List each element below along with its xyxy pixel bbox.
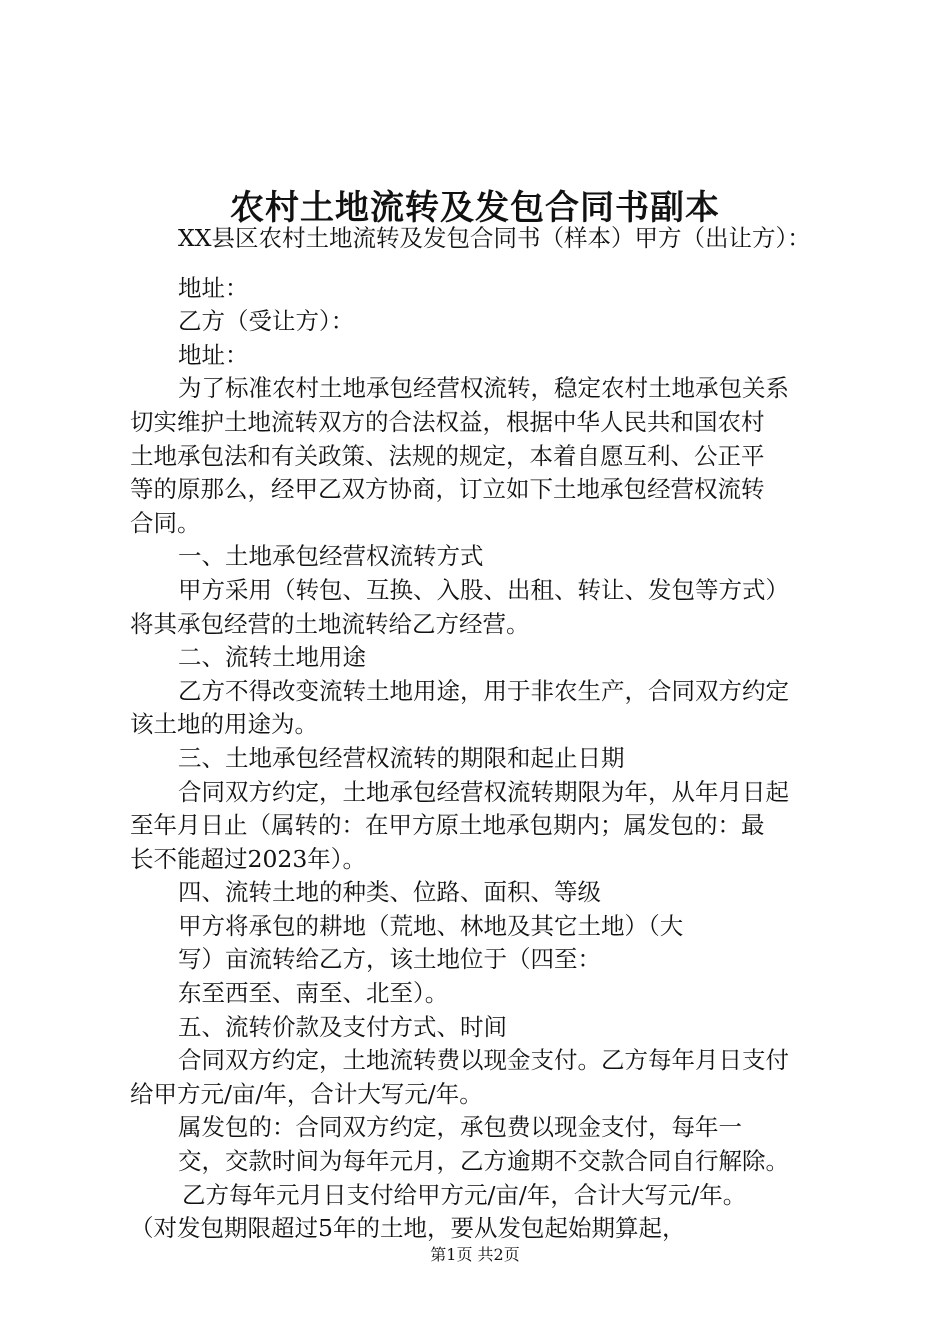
document-body <box>130 222 835 1246</box>
text-line: 将其承包经营的土地流转给乙方经营。 <box>130 609 530 638</box>
text-line: 东至西至、南至、北至）。 <box>178 979 449 1008</box>
text-line-party-b-address: 地址： <box>178 340 249 369</box>
text-line: 乙方每年元月日支付给甲方元/亩/年，合计大写元/年。 <box>182 1180 747 1209</box>
text-line: 为了标准农村土地承包经营权流转，稳定农村土地承包关系 <box>178 374 789 403</box>
section-heading-3: 三、土地承包经营权流转的期限和起止日期 <box>178 743 625 772</box>
text-line: 合同双方约定，土地承包经营权流转期限为年，从年月日起 <box>178 777 789 806</box>
text-line: 甲方采用（转包、互换、入股、出租、转让、发包等方式） <box>178 575 789 604</box>
text-line: 乙方不得改变流转土地用途，用于非农生产，合同双方约定 <box>178 676 789 705</box>
text-line: 合同双方约定，土地流转费以现金支付。乙方每年月日支付 <box>178 1046 789 1075</box>
document-title: 农村土地流转及发包合同书副本 <box>230 188 720 228</box>
page-footer: 第1页 共2页 <box>430 1245 520 1264</box>
text-line: 至年月日止（属转的：在甲方原土地承包期内；属发包的：最 <box>130 811 765 840</box>
text-line: 属发包的：合同双方约定，承包费以现金支付，每年一 <box>178 1113 742 1142</box>
text-line: 合同。 <box>130 508 201 537</box>
text-line-party-b: 乙方（受让方）： <box>178 307 355 336</box>
text-line-party-a-address: 地址： <box>178 273 249 302</box>
text-line: 长不能超过2023年）。 <box>130 844 367 873</box>
text-line: 土地承包法和有关政策、法规的规定，本着自愿互利、公正平 <box>130 441 765 470</box>
text-line-intro: XX县区农村土地流转及发包合同书（样本）甲方（出让方）： <box>178 224 811 252</box>
text-line: 等的原那么，经甲乙双方协商，订立如下土地承包经营权流转 <box>130 475 765 504</box>
section-heading-1: 一、土地承包经营权流转方式 <box>178 542 484 571</box>
section-heading-5: 五、流转价款及支付方式、时间 <box>178 1012 507 1041</box>
text-line: 甲方将承包的耕地（荒地、林地及其它土地）（大 <box>178 911 684 940</box>
section-heading-4: 四、流转土地的种类、位路、面积、等级 <box>178 878 601 907</box>
text-line: （对发包期限超过5年的土地，要从发包起始期算起， <box>130 1214 686 1243</box>
text-line: 交，交款时间为每年元月，乙方逾期不交款合同自行解除。 <box>178 1147 789 1176</box>
text-line: 给甲方元/亩/年，合计大写元/年。 <box>130 1079 483 1108</box>
text-line: 该土地的用途为。 <box>130 710 318 739</box>
spacer <box>130 256 835 272</box>
section-heading-2: 二、流转土地用途 <box>178 643 366 672</box>
text-line: 切实维护土地流转双方的合法权益，根据中华人民共和国农村 <box>130 407 765 436</box>
text-line: 写）亩流转给乙方，该土地位于（四至： <box>178 945 601 974</box>
